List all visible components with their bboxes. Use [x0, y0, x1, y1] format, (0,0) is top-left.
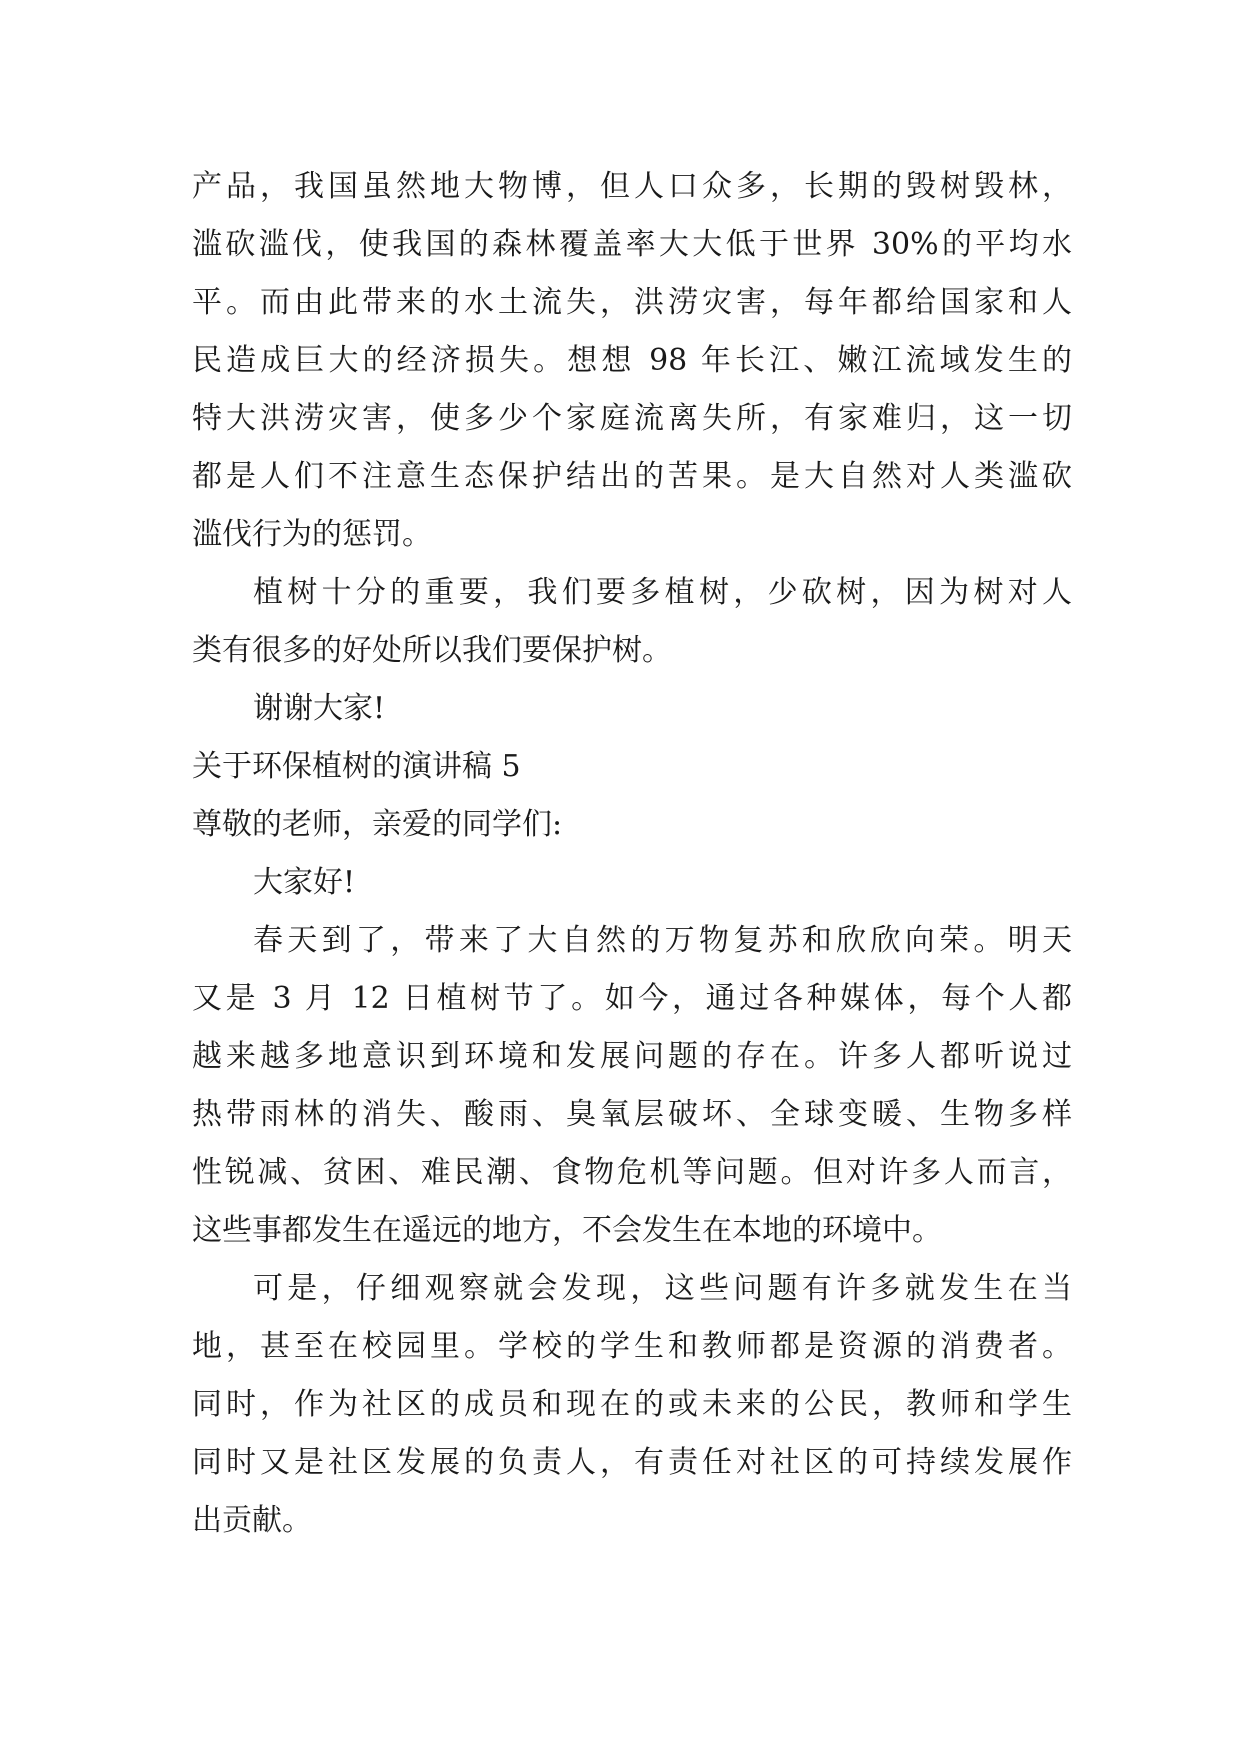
text-line: 滥伐行为的惩罚。	[192, 517, 432, 552]
body-text	[192, 158, 1072, 1550]
text-line: 产品，我国虽然地大物博，但人口众多，长期的毁树毁林，	[192, 169, 1072, 204]
paragraph-start-line: 春天到了，带来了大自然的万物复苏和欣欣向荣。明天	[253, 923, 1072, 958]
section-heading: 关于环保植树的演讲稿 5	[192, 749, 521, 784]
closing-thanks: 谢谢大家!	[253, 691, 386, 726]
text-line: 平。而由此带来的水土流失，洪涝灾害，每年都给国家和人	[192, 285, 1072, 320]
text-line: 特大洪涝灾害，使多少个家庭流离失所，有家难归，这一切	[192, 401, 1072, 436]
text-line: 又是 3 月 12 日植树节了。如今，通过各种媒体，每个人都	[192, 981, 1072, 1016]
salutation: 尊敬的老师，亲爱的同学们:	[192, 807, 563, 842]
text-line: 同时又是社区发展的负责人，有责任对社区的可持续发展作	[192, 1445, 1072, 1480]
text-line: 同时，作为社区的成员和现在的或未来的公民，教师和学生	[192, 1387, 1072, 1422]
paragraph-start-line: 可是，仔细观察就会发现，这些问题有许多就发生在当	[253, 1271, 1072, 1306]
text-line: 滥砍滥伐，使我国的森林覆盖率大大低于世界 30%的平均水	[192, 227, 1072, 262]
text-line: 热带雨林的消失、酸雨、臭氧层破坏、全球变暖、生物多样	[192, 1097, 1072, 1132]
text-line: 都是人们不注意生态保护结出的苦果。是大自然对人类滥砍	[192, 459, 1072, 494]
text-line: 这些事都发生在遥远的地方，不会发生在本地的环境中。	[192, 1213, 942, 1248]
text-line: 性锐减、贫困、难民潮、食物危机等问题。但对许多人而言，	[192, 1155, 1072, 1190]
text-line: 类有很多的好处所以我们要保护树。	[192, 633, 672, 668]
text-line: 地，甚至在校园里。学校的学生和教师都是资源的消费者。	[192, 1329, 1072, 1364]
text-line: 越来越多地意识到环境和发展问题的存在。许多人都听说过	[192, 1039, 1072, 1074]
text-line: 出贡献。	[192, 1503, 312, 1538]
text-line: 民造成巨大的经济损失。想想 98 年长江、嫩江流域发生的	[192, 343, 1072, 378]
greeting: 大家好!	[253, 865, 356, 900]
paragraph-start-line: 植树十分的重要，我们要多植树，少砍树，因为树对人	[253, 575, 1072, 610]
